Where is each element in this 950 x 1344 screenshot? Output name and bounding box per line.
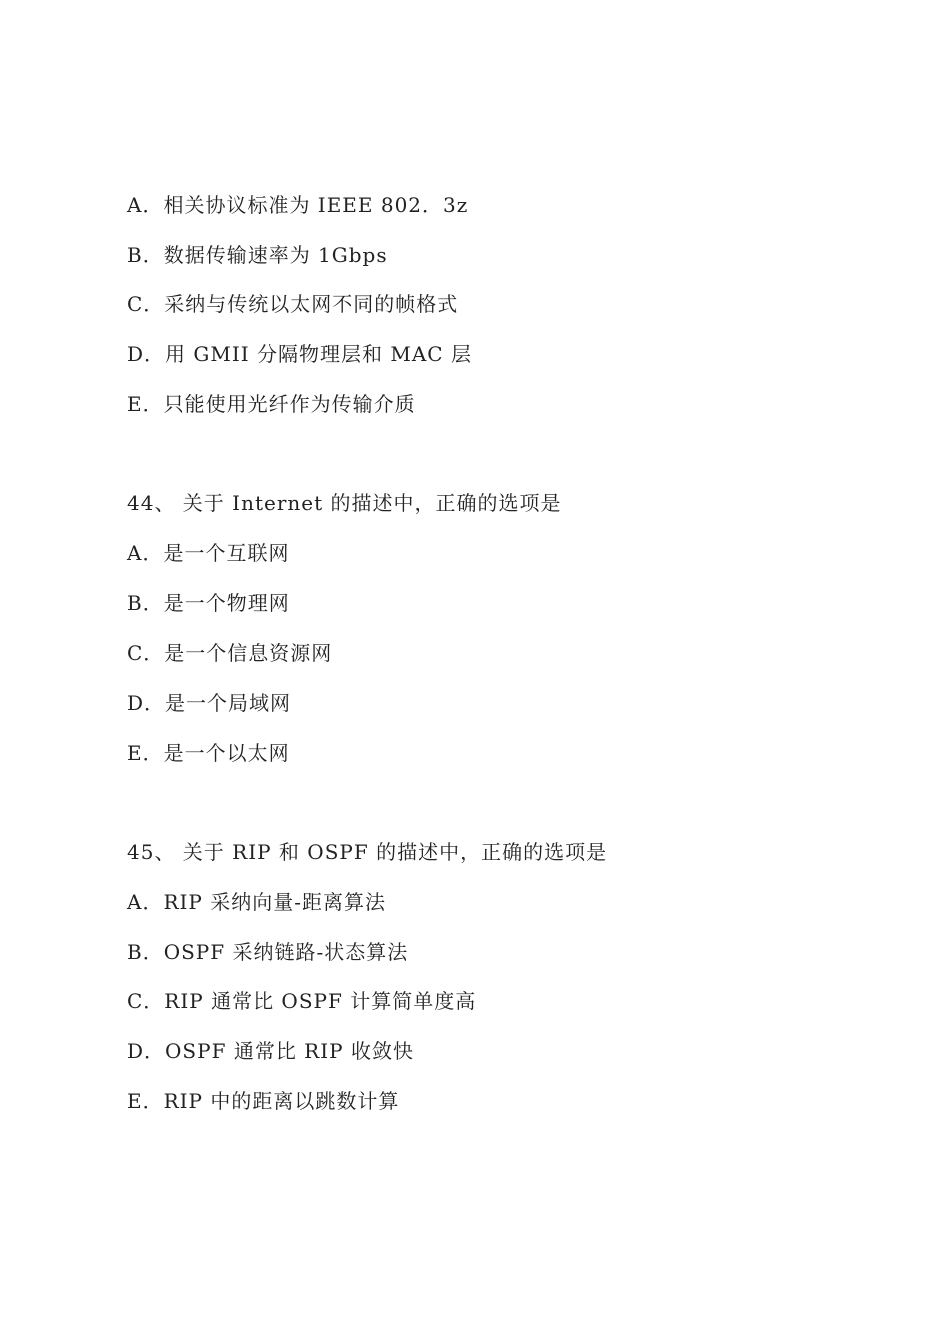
- q45-option-d: D．OSPF 通常比 RIP 收敛快: [127, 1039, 414, 1063]
- option-c: C．采纳与传统以太网不同的帧格式: [127, 292, 459, 316]
- question-45-stem: 45、 关于 RIP 和 OSPF 的描述中，正确的选项是: [127, 840, 608, 864]
- q45-option-c: C．RIP 通常比 OSPF 计算简单度高: [127, 989, 477, 1013]
- q44-option-d: D．是一个局域网: [127, 691, 292, 715]
- q44-option-a: A．是一个互联网: [127, 541, 290, 565]
- q45-option-e: E．RIP 中的距离以跳数计算: [127, 1089, 400, 1113]
- q44-option-c: C．是一个信息资源网: [127, 641, 333, 665]
- option-d: D．用 GMII 分隔物理层和 MAC 层: [127, 342, 472, 366]
- q44-option-b: B．是一个物理网: [127, 591, 290, 615]
- q45-option-b: B．OSPF 采纳链路-状态算法: [127, 940, 409, 964]
- option-a: A．相关协议标准为 IEEE 802．3z: [127, 193, 469, 217]
- option-b: B．数据传输速率为 1Gbps: [127, 243, 388, 267]
- q45-option-a: A．RIP 采纳向量-距离算法: [127, 890, 386, 914]
- question-44-stem: 44、 关于 Internet 的描述中，正确的选项是: [127, 491, 562, 515]
- q44-option-e: E．是一个以太网: [127, 741, 290, 765]
- option-e: E．只能使用光纤作为传输介质: [127, 392, 416, 416]
